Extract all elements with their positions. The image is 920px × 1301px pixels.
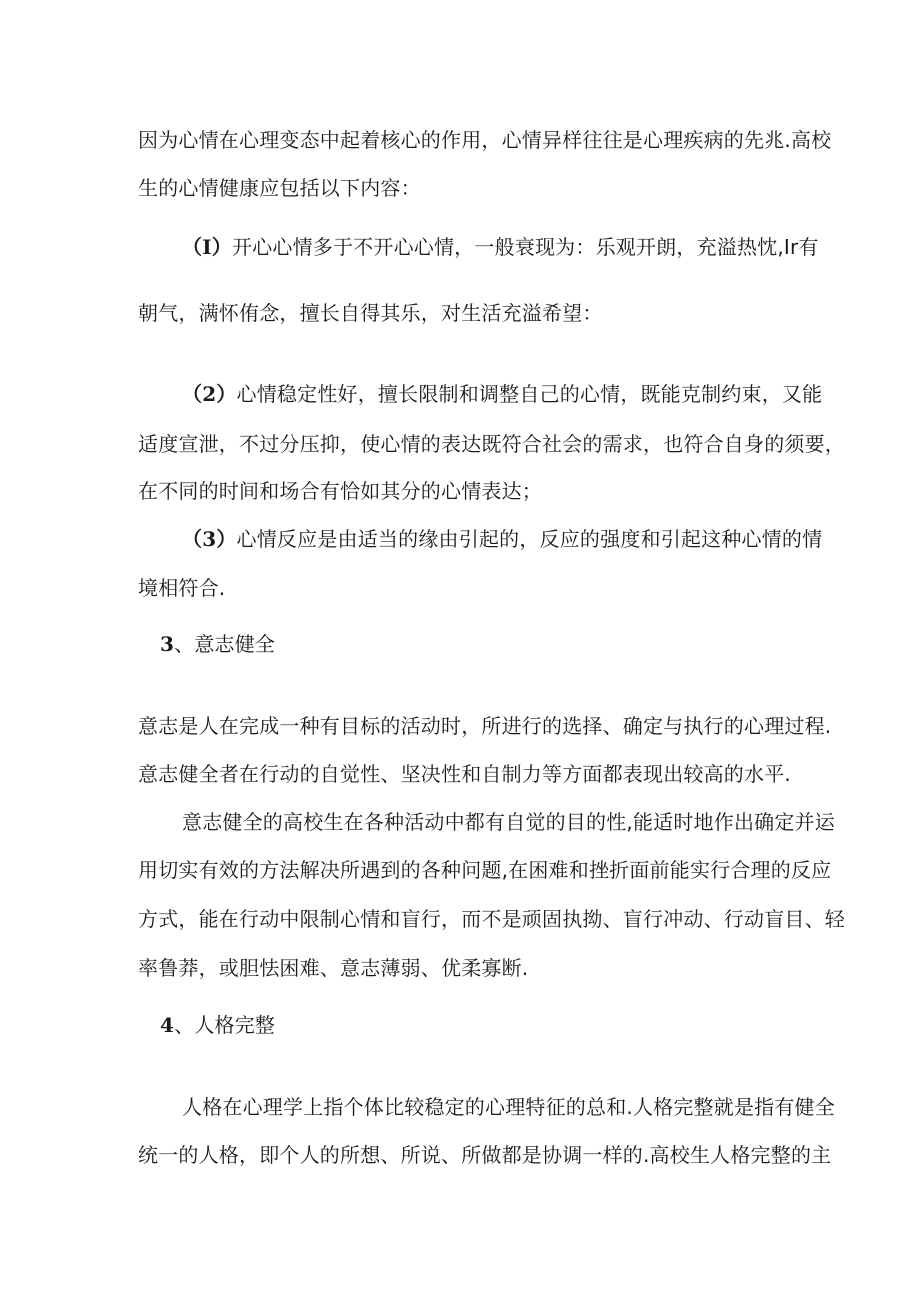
section-4-number: 4 bbox=[160, 1013, 175, 1037]
item-2-line-1 bbox=[182, 380, 822, 408]
section-4-heading bbox=[160, 1011, 275, 1039]
item-2-line-2: 适度宣泄，不过分压抑，使心情的表达既符合社会的需求，也符合自身的须要， bbox=[138, 432, 845, 456]
item-3-line-1 bbox=[182, 525, 822, 553]
item-2-number: （2） bbox=[182, 382, 237, 406]
intro-line-2: 生的心情健康应包括以下内容： bbox=[138, 176, 421, 200]
section-3-p1-line-1: 意志是人在完成一种有目标的活动时，所进行的选择、确定与执行的心理过程. bbox=[138, 714, 832, 738]
item-1-number: （I） bbox=[182, 235, 232, 259]
item-3-number: （3） bbox=[182, 527, 237, 551]
item-1-line-1 bbox=[182, 233, 819, 261]
section-3-number: 3 bbox=[160, 632, 175, 656]
section-4-p1-line-2: 统一的人格，即个人的所想、所说、所做都是协调一样的.高校生人格完整的主 bbox=[138, 1143, 832, 1167]
item-1-text: 开心心情多于不开心心情，一般衰现为：乐观开朗，充溢热忱,Ir有 bbox=[231, 235, 819, 259]
section-3-title: 、意志健全 bbox=[174, 632, 276, 656]
section-3-p1-line-2: 意志健全者在行动的自觉性、坚决性和自制力等方面都表现出较高的水平. bbox=[138, 762, 791, 786]
item-2-line-3: 在不同的时间和场合有恰如其分的心情表达； bbox=[138, 479, 542, 503]
section-3-p2-line-1: 意志健全的高校生在各种活动中都有自觉的目的性,能适时地作出确定并运 bbox=[182, 810, 835, 834]
section-3-p2-line-3: 方式，能在行动中限制心情和盲行，而不是顽固执拗、盲行冲动、行动盲目、轻 bbox=[138, 907, 845, 931]
item-3-text: 心情反应是由适当的缘由引起的，反应的强度和引起这种心情的情 bbox=[236, 527, 823, 551]
item-3-line-2: 境相符合. bbox=[138, 576, 226, 600]
item-1-line-2: 朝气，满怀侑念，擅长自得其乐，对生活充溢希望： bbox=[138, 301, 603, 325]
section-3-heading bbox=[160, 630, 275, 658]
section-3-p2-line-4: 率鲁莽，或胆怯困难、意志薄弱、优柔寡断. bbox=[138, 956, 529, 980]
section-4-p1-line-1: 人格在心理学上指个体比较稳定的心理特征的总和.人格完整就是指有健全 bbox=[182, 1095, 835, 1119]
item-2-text: 心情稳定性好，擅长限制和调整自己的心情，既能克制约束，又能 bbox=[236, 382, 823, 406]
section-3-p2-line-2: 用切实有效的方法解决所遇到的各种问题,在困难和挫折面前能实行合理的反应 bbox=[138, 858, 832, 882]
intro-line-1: 因为心情在心理变态中起着核心的作用，心情异样往往是心理疾病的先兆.高校 bbox=[138, 128, 832, 152]
section-4-title: 、人格完整 bbox=[174, 1013, 276, 1037]
